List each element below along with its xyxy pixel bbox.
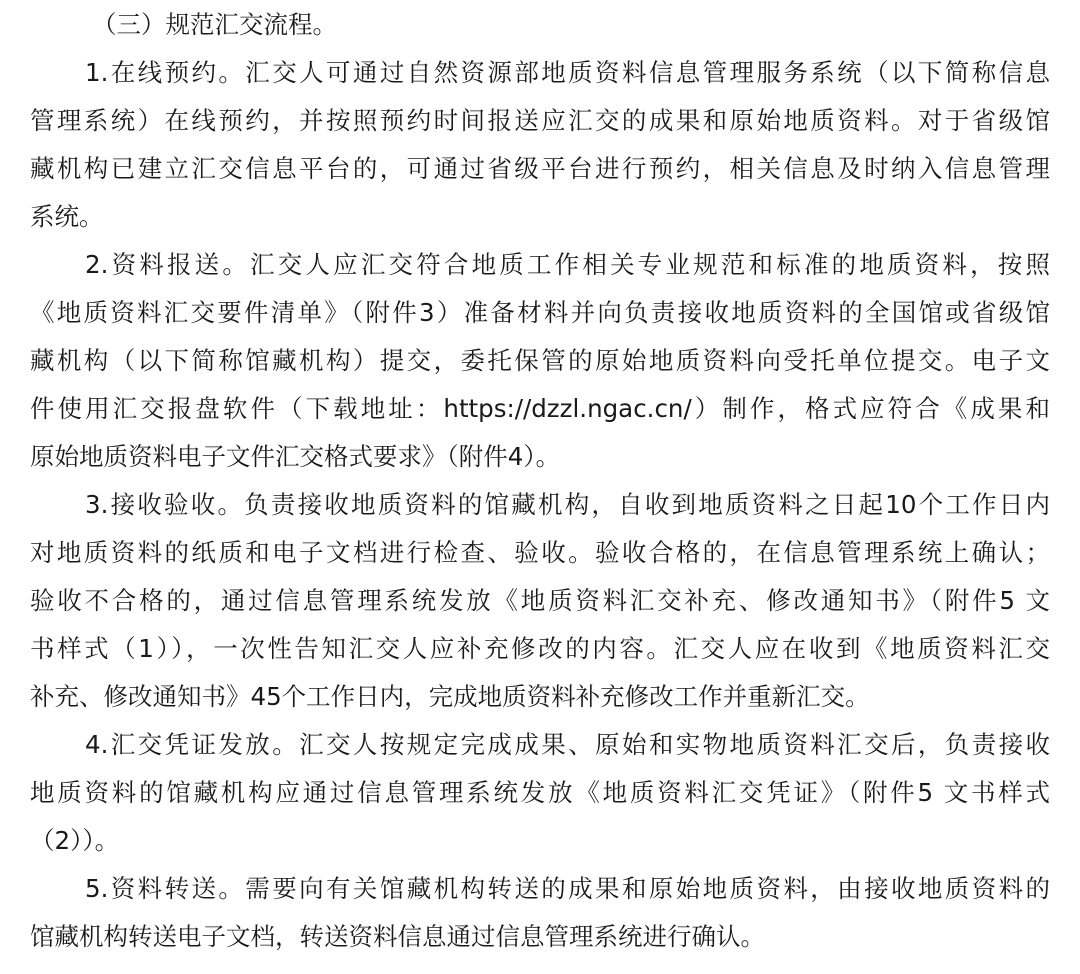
paragraph-1-line-3: 藏机构已建立汇交信息平台的，可通过省级平台进行预约，相关信息及时纳入信息管理	[30, 154, 1050, 183]
paragraph-5-line-1: 5.资料转送。需要向有关馆藏机构转送的成果和原始地质资料，由接收地质资料的	[85, 874, 1050, 903]
paragraph-3-line-3: 验收不合格的，通过信息管理系统发放《地质资料汇交补充、修改通知书》（附件5 文	[30, 586, 1050, 615]
paragraph-1-line-4: 系统。	[30, 202, 104, 231]
paragraph-2-line-5: 原始地质资料电子文件汇交格式要求》（附件4）。	[30, 442, 561, 471]
paragraph-3-line-1: 3.接收验收。负责接收地质资料的馆藏机构，自收到地质资料之日起10个工作日内	[85, 490, 1050, 519]
paragraph-1-line-2: 管理系统）在线预约，并按照预约时间报送应汇交的成果和原始地质资料。对于省级馆	[30, 106, 1050, 135]
paragraph-5-line-2: 馆藏机构转送电子文档，转送资料信息通过信息管理系统进行确认。	[30, 922, 765, 951]
paragraph-2-line-2: 《地质资料汇交要件清单》（附件3）准备材料并向负责接收地质资料的全国馆或省级馆	[30, 298, 1050, 327]
paragraph-4-line-3: （2））。	[30, 826, 120, 855]
paragraph-1-line-1: 1.在线预约。汇交人可通过自然资源部地质资料信息管理服务系统（以下简称信息	[85, 58, 1050, 87]
paragraph-2-line-1: 2.资料报送。汇交人应汇交符合地质工作相关专业规范和标准的地质资料，按照	[85, 250, 1050, 279]
paragraph-4-line-1: 4.汇交凭证发放。汇交人按规定完成成果、原始和实物地质资料汇交后，负责接收	[85, 730, 1050, 759]
section-heading: （三）规范汇交流程。	[92, 10, 337, 39]
paragraph-3-line-2: 对地质资料的纸质和电子文档进行检查、验收。验收合格的，在信息管理系统上确认；	[30, 538, 1050, 567]
paragraph-2-line-3: 藏机构（以下简称馆藏机构）提交，委托保管的原始地质资料向受托单位提交。电子文	[30, 346, 1050, 375]
paragraph-2-line-4: 件使用汇交报盘软件（下载地址：https://dzzl.ngac.cn/）制作，格式应符合《成果和	[30, 394, 1050, 423]
paragraph-3-line-4: 书样式（1）），一次性告知汇交人应补充修改的内容。汇交人应在收到《地质资料汇交	[30, 634, 1050, 663]
paragraph-3-line-5: 补充、修改通知书》45个工作日内，完成地质资料补充修改工作并重新汇交。	[30, 682, 870, 711]
paragraph-4-line-2: 地质资料的馆藏机构应通过信息管理系统发放《地质资料汇交凭证》（附件5 文书样式	[30, 778, 1050, 807]
